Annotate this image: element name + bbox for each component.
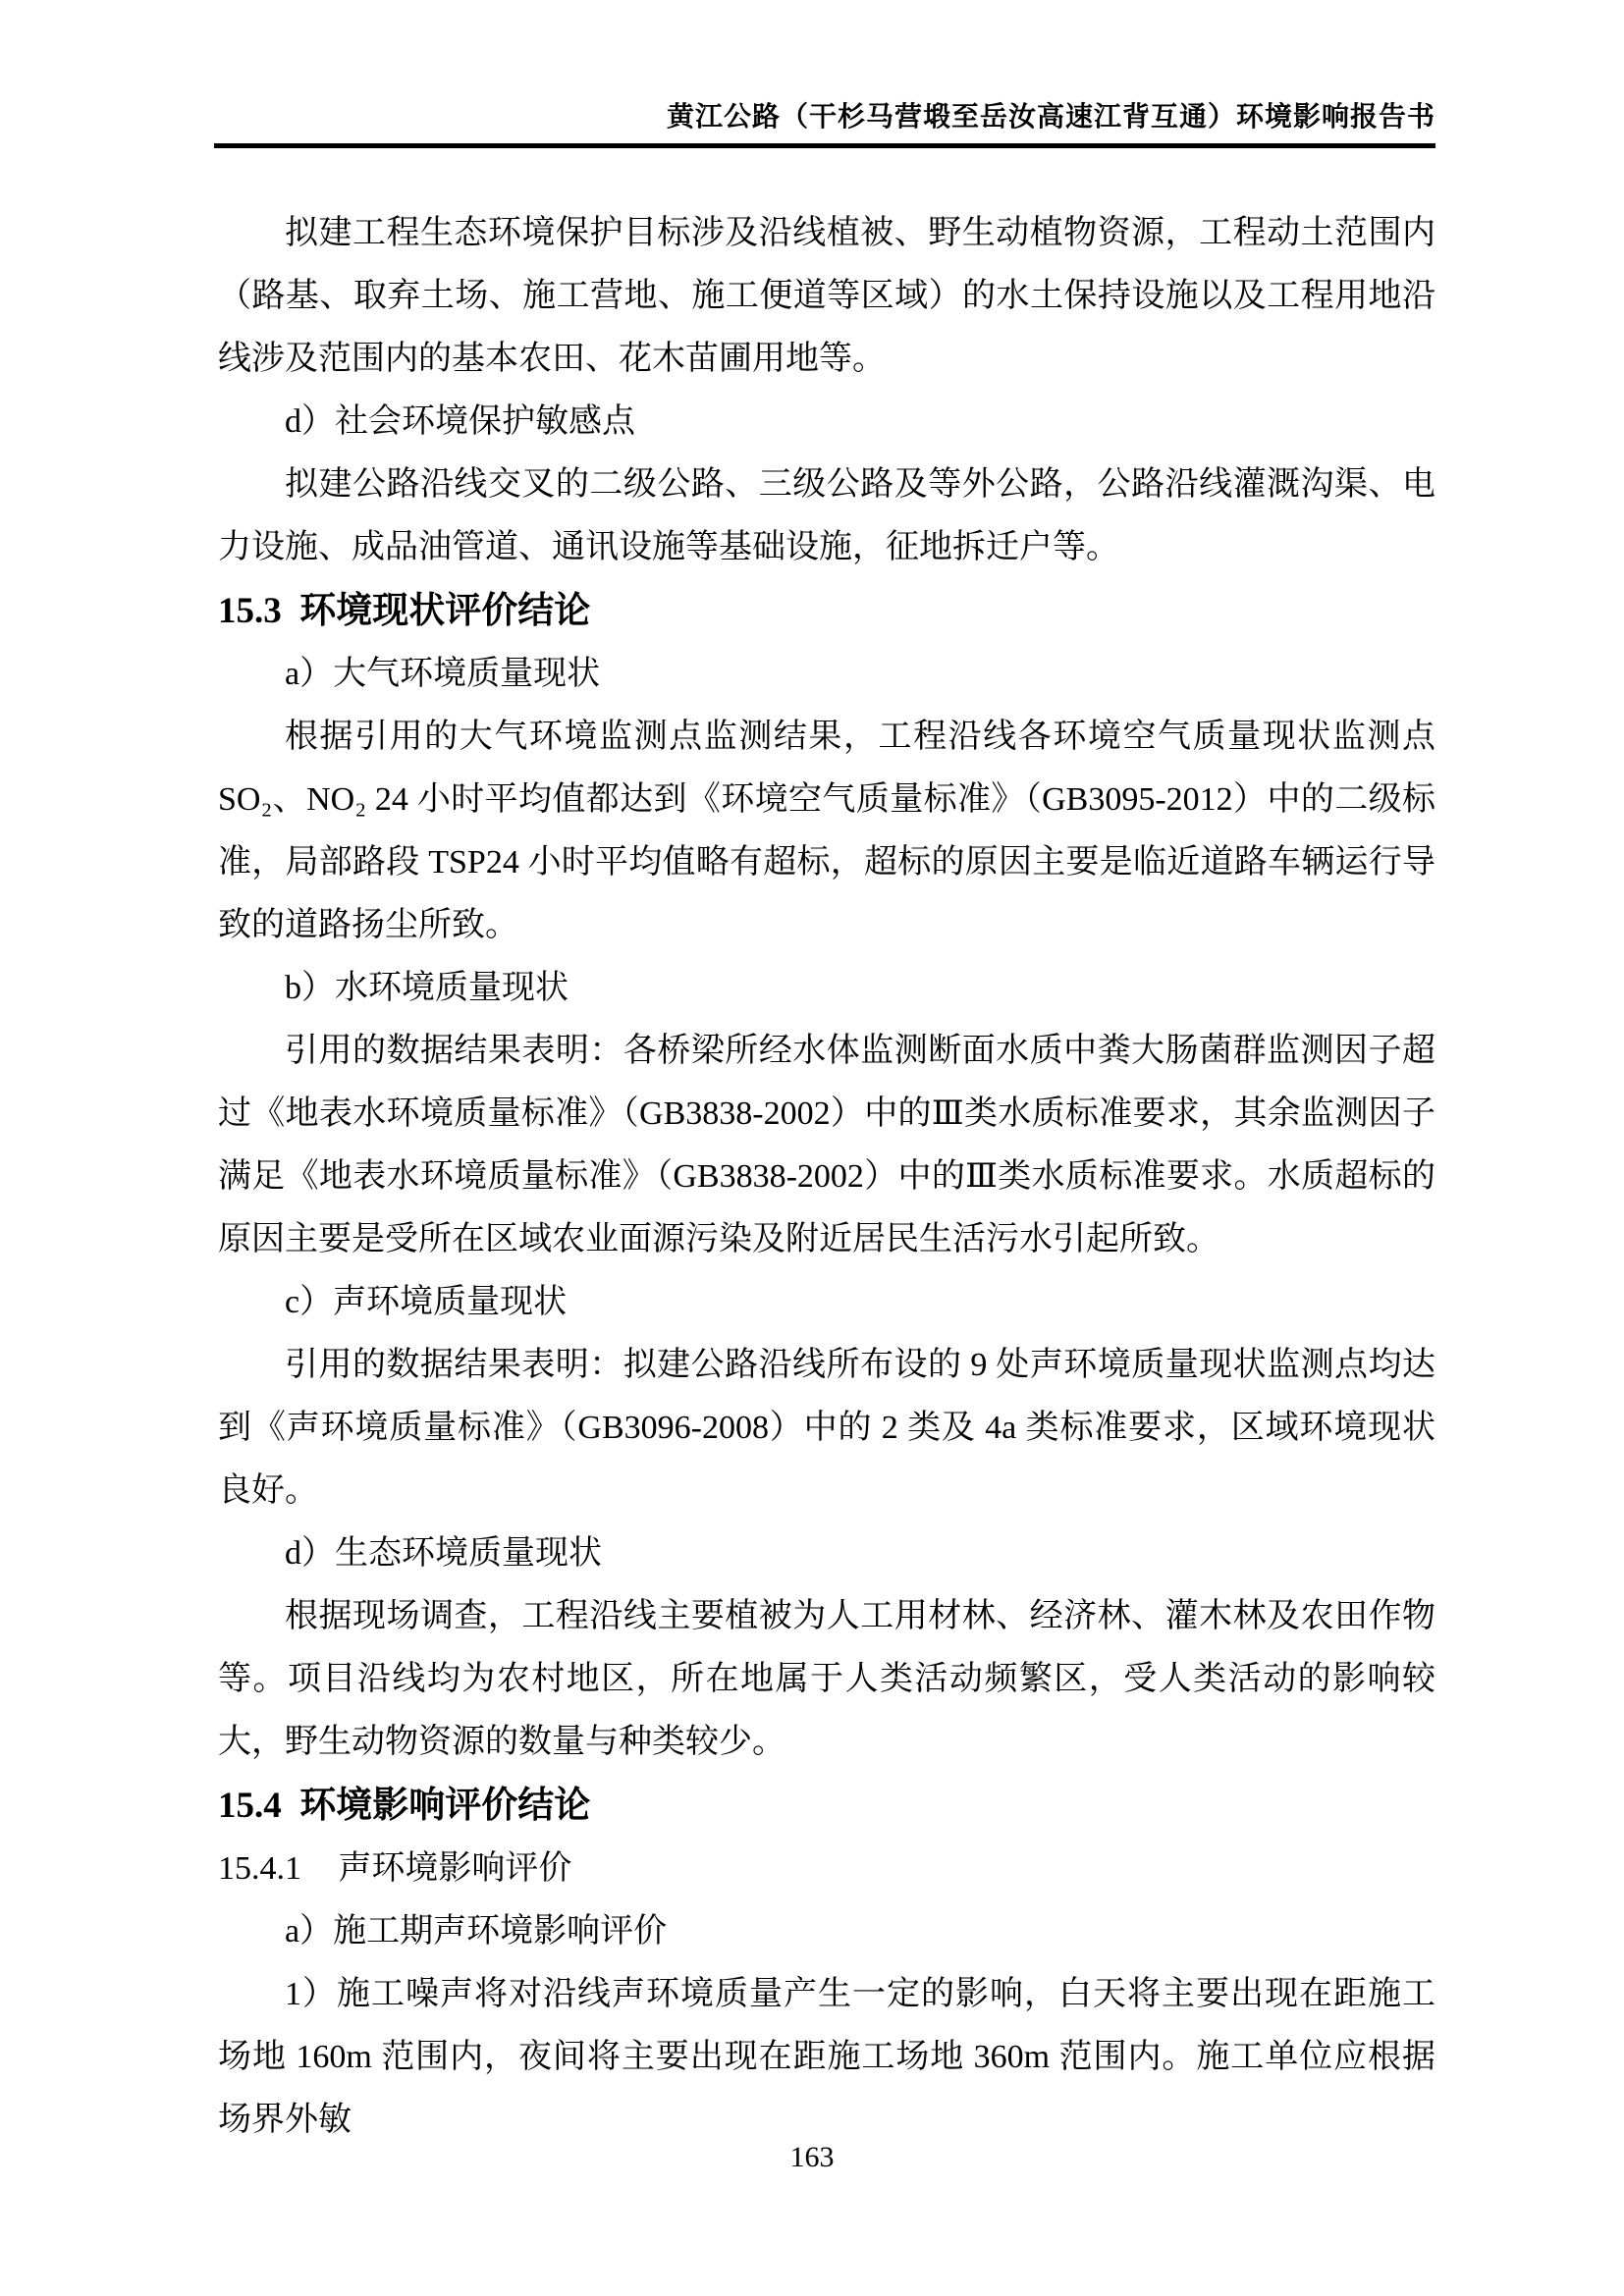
paragraph-construction-noise-impact: 1）施工噪声将对沿线声环境质量产生一定的影响，白天将主要出现在距施工场地 160m 范围内，夜间将主要出现在距施工场地 360m 范围内。施工单位应根据场界外敏 — [218, 1976, 1435, 2138]
paragraph-noise-quality-status: 引用的数据结果表明：拟建公路沿线所布设的 9 处声环境质量现状监测点均达到《声环境质量标准》（GB3096-2008）中的 2 类及 4a 类标准要求，区域环境现状良好。 — [218, 1347, 1435, 1509]
paragraph-item-c-noise: c）声环境质量现状 — [285, 1284, 568, 1320]
paragraph-water-quality-status: 引用的数据结果表明：各桥梁所经水体监测断面水质中粪大肠菌群监测因子超过《地表水环境质量标准》（GB3838-2002）中的Ⅲ类水质标准要求，其余监测因子满足《地表水环境质量标准》（GB3838-2002）中的Ⅲ类水质标准要求。水质超标的原因主要是受所在区域农业面源污染及附近居民生活污水引起所致。 — [218, 1033, 1435, 1257]
paragraph-item-d-ecology: d）生态环境质量现状 — [285, 1535, 602, 1572]
paragraph-item-a-air: a）大气环境质量现状 — [285, 656, 601, 692]
header-title: 黄江公路（干杉马营塅至岳汝高速江背互通）环境影响报告书 — [666, 102, 1435, 133]
header-rule — [214, 143, 1435, 148]
section-number: 15.4 — [218, 1786, 282, 1826]
paragraph-item-d-social: d）社会环境保护敏感点 — [285, 403, 635, 440]
subsection-heading-15-4-1 — [218, 1838, 1435, 1900]
subsection-title: 声环境影响评价 — [338, 1850, 572, 1887]
paragraph-item-b-water: b）水环境质量现状 — [285, 970, 568, 1006]
section-heading-15-4 — [218, 1774, 1435, 1838]
document-body — [218, 202, 1435, 2152]
section-title: 环境影响评价结论 — [299, 1785, 591, 1825]
section-number: 15.3 — [218, 591, 282, 631]
page-footer — [0, 2138, 1624, 2177]
page-header — [214, 98, 1435, 148]
subsection-number: 15.4.1 — [218, 1850, 301, 1887]
paragraph-social-sensitive-points: 拟建公路沿线交叉的二级公路、三级公路及等外公路，公路沿线灌溉沟渠、电力设施、成品油管道、通讯设施等基础设施，征地拆迁户等。 — [218, 466, 1435, 565]
page-number: 163 — [789, 2141, 835, 2173]
paragraph-ecology-quality-status: 根据现场调查，工程沿线主要植被为人工用材林、经济林、灌木林及农田作物等。项目沿线均为农村地区，所在地属于人类活动频繁区，受人类活动的影响较大，野生动物资源的数量与种类较少。 — [218, 1598, 1435, 1760]
section-heading-15-3 — [218, 579, 1435, 643]
paragraph-item-a-construction-noise: a）施工期声环境影响评价 — [285, 1913, 668, 1949]
paragraph-air-quality-status: 根据引用的大气环境监测点监测结果，工程沿线各环境空气质量现状监测点 SO₂、NO₂ 24 小时平均值都达到《环境空气质量标准》（GB3095-2012）中的二级标准，局部路段 TSP24 小时平均值略有超标，超标的原因主要是临近道路车辆运行导致的道路扬尘所致。 — [218, 719, 1435, 943]
paragraph-ecology-targets: 拟建工程生态环境保护目标涉及沿线植被、野生动植物资源，工程动土范围内（路基、取弃土场、施工营地、施工便道等区域）的水土保持设施以及工程用地沿线涉及范围内的基本农田、花木苗圃用地等。 — [218, 215, 1435, 377]
section-title: 环境现状评价结论 — [299, 590, 591, 630]
